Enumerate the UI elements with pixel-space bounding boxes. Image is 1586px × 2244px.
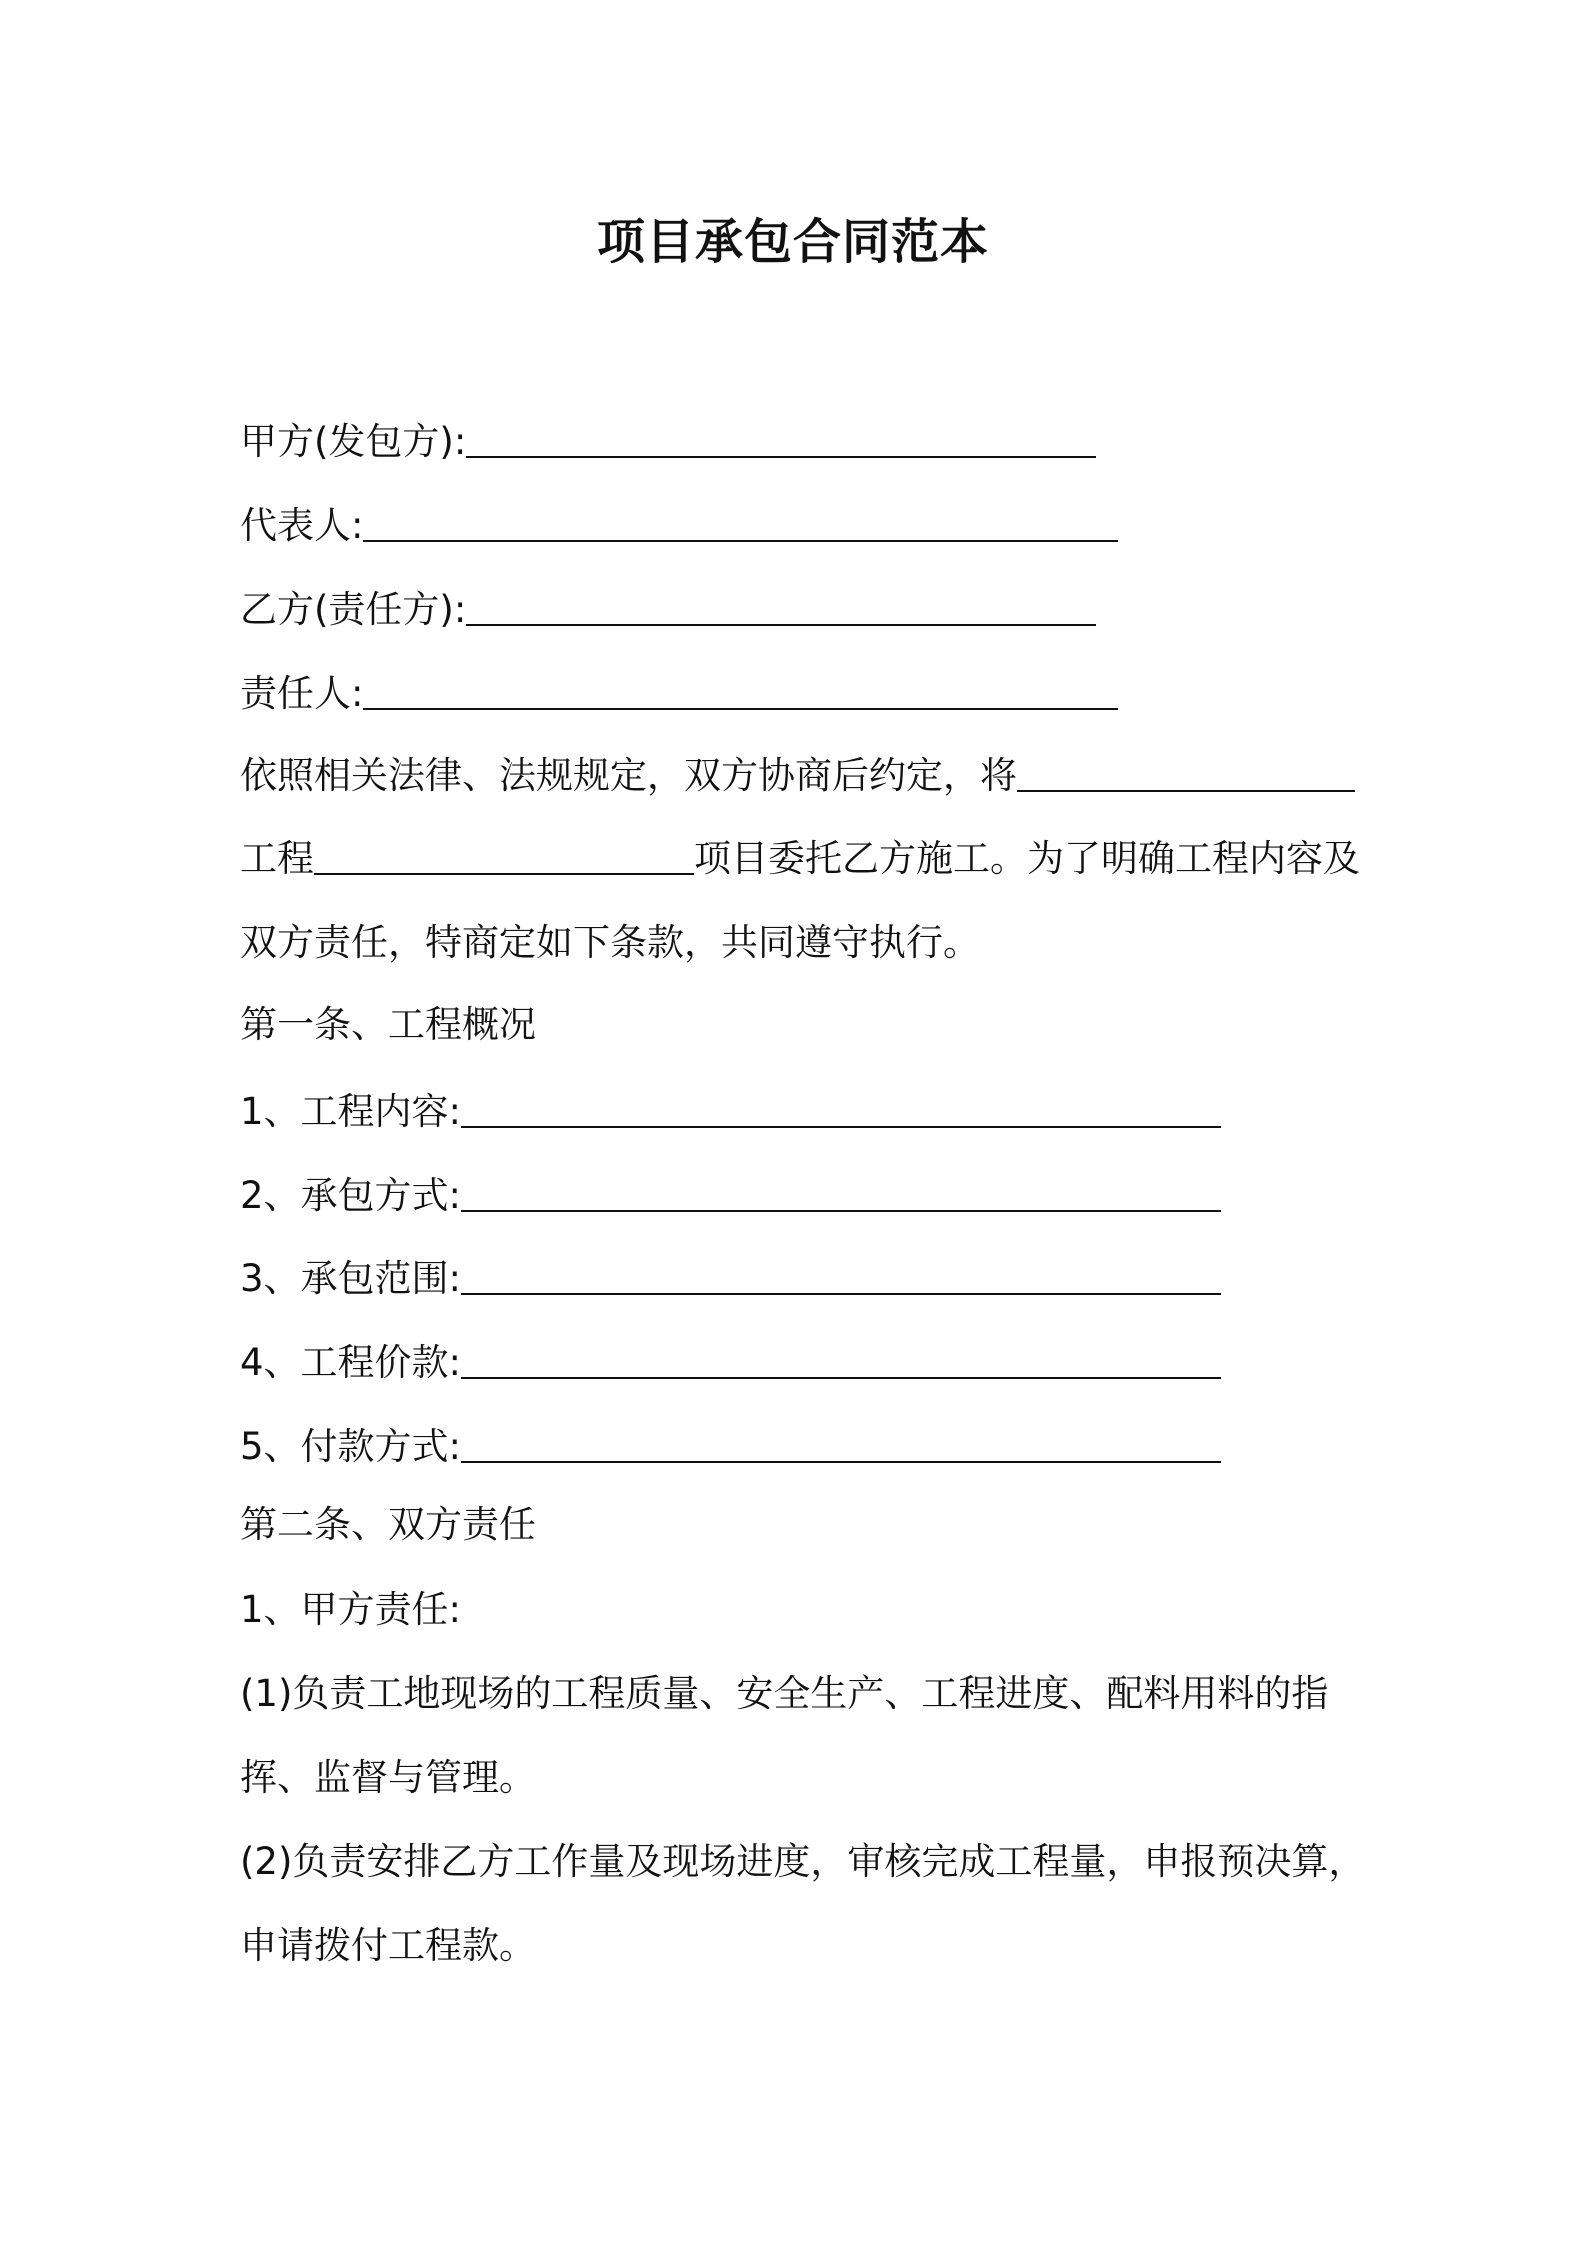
duty2-text-2: 申请拨付工程款。 [240,1924,536,1967]
duty2-line2 [240,1921,536,1971]
article1-item-label: 1、工程内容: [240,1090,462,1133]
intro-text-2-prefix: 工程 [240,837,314,880]
work-content-blank[interactable] [461,1094,1221,1128]
party-a-label: 甲方(发包方): [240,420,467,463]
article1-item [240,1422,1221,1472]
party-b-label: 乙方(责任方): [240,588,467,631]
duty1-line1 [240,1669,1328,1719]
article1-item [240,1338,1221,1388]
article2-heading-text: 第二条、双方责任 [240,1503,536,1546]
intro-line-1 [240,751,1355,801]
document-title: 项目承包合同范本 [596,214,989,270]
duty2-text-1: (2)负责安排乙方工作量及现场进度，审核完成工程量，申报预决算， [240,1840,1366,1883]
party-b-line [240,585,1096,635]
article1-item-label: 2、承包方式: [240,1174,462,1217]
intro-text-3: 双方责任，特商定如下条款，共同遵守执行。 [240,921,980,964]
article1-item-label: 3、承包范围: [240,1257,462,1300]
article2-heading [240,1500,536,1550]
duty1-text-2: 挥、监督与管理。 [240,1756,536,1799]
article1-item-label: 4、工程价款: [240,1341,462,1384]
party-a-blank[interactable] [466,424,1096,458]
party-b-blank[interactable] [466,592,1096,626]
contract-method-blank[interactable] [461,1178,1221,1212]
responsible-person-label: 责任人: [240,672,364,715]
representative-label: 代表人: [240,504,364,547]
intro-text-2-suffix: 项目委托乙方施工。为了明确工程内容及 [694,837,1360,880]
article1-heading [240,1000,536,1050]
article1-item [240,1087,1221,1137]
responsible-person-line [240,669,1118,719]
intro-line-3 [240,918,980,968]
duty2-line1 [240,1837,1365,1887]
project-price-blank[interactable] [461,1345,1221,1379]
project-detail-blank[interactable] [314,841,694,875]
party-a-line [240,417,1096,467]
representative-line [240,501,1118,551]
duty1-line2 [240,1753,536,1803]
article1-item [240,1254,1221,1304]
party-a-duty-heading [240,1585,461,1635]
intro-text-1: 依照相关法律、法规规定，双方协商后约定，将 [240,754,1017,797]
payment-method-blank[interactable] [461,1429,1221,1463]
article1-item [240,1171,1221,1221]
article1-item-label: 5、付款方式: [240,1425,462,1468]
representative-blank[interactable] [363,508,1118,542]
article1-heading-text: 第一条、工程概况 [240,1003,536,1046]
party-a-duty-heading-text: 1、甲方责任: [240,1588,462,1631]
responsible-person-blank[interactable] [363,676,1118,710]
contract-scope-blank[interactable] [461,1261,1221,1295]
duty1-text-1: (1)负责工地现场的工程质量、安全生产、工程进度、配料用料的指 [240,1672,1329,1715]
intro-line-2 [240,834,1360,884]
project-name-blank[interactable] [1017,758,1355,792]
